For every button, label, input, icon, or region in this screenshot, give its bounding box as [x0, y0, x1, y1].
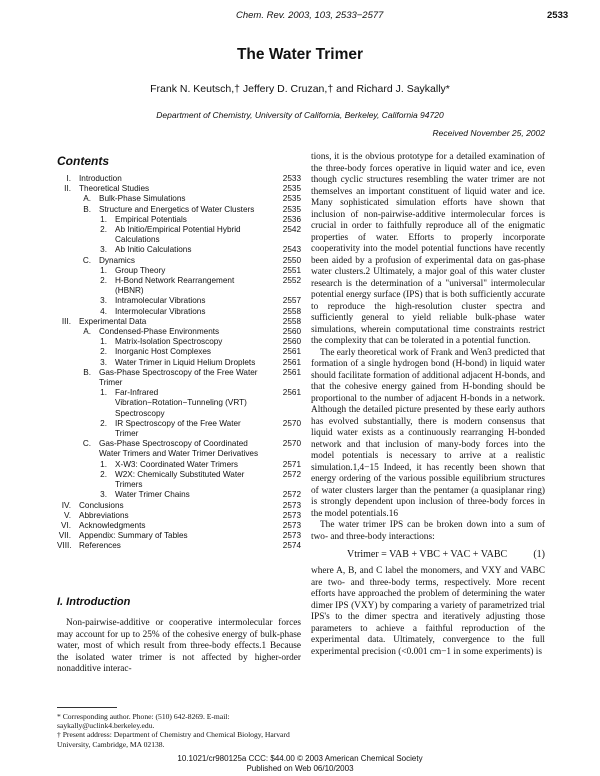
- right-column-body: [311, 152, 545, 658]
- toc-entry-number: III.: [61, 316, 71, 326]
- journal-citation: Chem. Rev. 2003, 103, 2533−2577: [236, 10, 384, 21]
- toc-entry-page: 2570: [282, 439, 301, 449]
- affiliation: Department of Chemistry, University of California, Berkeley, California 94720: [156, 110, 444, 120]
- toc-entry-title: Experimental Data: [79, 316, 147, 326]
- toc-entry: [57, 327, 301, 337]
- toc-entry-title: Gas-Phase Spectroscopy of Coordinated Water Trimers and Water Trimer Derivatives: [99, 439, 259, 459]
- toc-entry-page: 2558: [282, 316, 301, 326]
- toc-entry: [57, 347, 301, 357]
- toc-entry-number: 1.: [100, 388, 107, 398]
- toc-entry-number: 1.: [100, 265, 107, 275]
- toc-entry-number: 2.: [100, 418, 107, 428]
- toc-entry: [57, 184, 301, 194]
- toc-entry-number: 3.: [100, 245, 107, 255]
- toc-entry: [57, 337, 301, 347]
- page-number: 2533: [547, 10, 569, 21]
- toc-entry-title: Ab Initio Calculations: [115, 245, 192, 255]
- paragraph-1: tions, it is the obvious prototype for a detailed examination of the three-body forces operative in liquid water and ice, even though cyclic structures resembling the water trimer are not themselves an important constituent of liquid water and ice. Many sophisticated simulation efforts have shown that inclusion of non-pairwise-additive intermolecular forces is crucial in order to faithfully reproduce all of the enigmatic properties of water. Efforts to properly incorporate cooperativity into the model potential functions have recently been aided by a profusion of experimental data on gas-phase water clusters.2 Ultimately, a major goal of this water cluster research is the determination of a "universal" intermolecular potential energy surface (IPS) that is both sufficiently accurate to reproduce the high-resolution cluster spectra and sufficiently general to yield reliable bulk-phase water simulations, wherein computational time constraints restrict the complexity that can be tolerated in a potential function.: [311, 152, 545, 346]
- toc-entry: [57, 256, 301, 266]
- toc-entry-number: C.: [82, 255, 91, 265]
- section-heading-introduction: I. Introduction: [57, 596, 131, 608]
- equation-number: (1): [533, 549, 545, 560]
- toc-entry-page: 2572: [282, 490, 301, 500]
- toc-entry-page: 2535: [282, 184, 301, 194]
- toc-entry-page: 2573: [282, 500, 301, 510]
- received-date: Received November 25, 2002: [432, 128, 545, 138]
- publication-date: Published on Web 06/10/2003: [246, 764, 354, 773]
- toc-entry: [57, 296, 301, 306]
- toc-entry-page: 2535: [282, 204, 301, 214]
- authors: Frank N. Keutsch,† Jeffery D. Cruzan,† and Richard J. Saykally*: [150, 83, 450, 95]
- toc-entry: [57, 531, 301, 541]
- toc-entry-number: II.: [64, 184, 71, 194]
- footnote-corresponding: * Corresponding author. Phone: (510) 642-8269. E-mail: saykally@uclink4.berkeley.edu.: [57, 712, 230, 731]
- toc-entry-number: 2.: [100, 225, 107, 235]
- toc-entry-title: Bulk-Phase Simulations: [99, 194, 186, 204]
- toc-entry-page: 2535: [282, 194, 301, 204]
- toc-entry: [57, 194, 301, 204]
- toc-entry-number: 2.: [100, 347, 107, 357]
- toc-entry: [57, 205, 301, 215]
- toc-entry-number: VII.: [58, 531, 71, 541]
- toc-entry: [57, 521, 301, 531]
- toc-entry: [57, 174, 301, 184]
- toc-entry-title: Water Trimer in Liquid Helium Droplets: [115, 357, 256, 367]
- toc-entry-title: Dynamics: [99, 255, 135, 265]
- footnote-divider: [57, 707, 117, 708]
- toc-entry-number: C.: [82, 439, 91, 449]
- toc-entry-number: V.: [64, 510, 71, 520]
- toc-entry-title: References: [79, 541, 121, 551]
- toc-entry: [57, 470, 301, 490]
- toc-entry-title: Empirical Potentials: [115, 214, 187, 224]
- toc-entry-title: H-Bond Network Rearrangement (HBNR): [115, 276, 235, 296]
- toc-entry: [57, 541, 301, 551]
- toc-entry: [57, 307, 301, 317]
- toc-entry-title: Intermolecular Vibrations: [115, 306, 206, 316]
- toc-entry-title: IR Spectroscopy of the Free Water Trimer: [115, 418, 241, 439]
- toc-entry-page: 2558: [282, 306, 301, 316]
- toc-entry-title: Structure and Energetics of Water Clusters: [99, 204, 255, 214]
- toc-entry: [57, 368, 301, 388]
- toc-entry-title: Introduction: [79, 174, 122, 183]
- toc-entry-title: Far-Infrared Vibration−Rotation−Tunneling (VRT) Spectroscopy: [115, 388, 247, 418]
- toc-entry-page: 2573: [282, 510, 301, 520]
- toc-entry: [57, 388, 301, 419]
- toc-entry-page: 2573: [282, 531, 301, 541]
- toc-entry-page: 2561: [282, 367, 301, 377]
- toc-entry-page: 2573: [282, 520, 301, 530]
- toc-entry-number: B.: [83, 204, 91, 214]
- toc-entry-number: A.: [83, 327, 91, 337]
- toc-entry-page: 2571: [282, 459, 301, 469]
- toc-entry-page: 2536: [282, 214, 301, 224]
- toc-entry-page: 2561: [282, 357, 301, 367]
- toc-entry: [57, 245, 301, 255]
- toc-entry-title: Water Trimer Chains: [115, 490, 190, 500]
- toc-entry-page: 2552: [282, 276, 301, 286]
- toc-entry-title: Group Theory: [115, 265, 166, 275]
- toc-entry-title: Appendix: Summary of Tables: [79, 531, 188, 541]
- toc-entry-page: 2561: [282, 347, 301, 357]
- toc-entry: [57, 317, 301, 327]
- toc-entry-page: 2543: [282, 245, 301, 255]
- toc-entry-number: I.: [66, 174, 71, 183]
- toc-entry-page: 2561: [282, 388, 301, 398]
- toc-entry-title: Abbreviations: [79, 510, 129, 520]
- toc-entry-title: Acknowledgments: [79, 520, 146, 530]
- left-column-body: [57, 618, 301, 676]
- toc-entry-page: 2560: [282, 337, 301, 347]
- toc-entry-page: 2533: [282, 174, 301, 183]
- toc-entry-title: Theoretical Studies: [79, 184, 150, 194]
- toc-entry: [57, 419, 301, 439]
- toc-entry: [57, 490, 301, 500]
- paragraph-3: The water trimer IPS can be broken down into a sum of two- and three-body interactions:: [311, 520, 545, 542]
- toc-entry-number: VIII.: [57, 541, 72, 551]
- footnotes: [57, 712, 301, 749]
- equation-1: [311, 543, 545, 566]
- toc-entry-number: 2.: [100, 276, 107, 286]
- toc-entry-number: 3.: [100, 357, 107, 367]
- toc-entry-page: 2550: [282, 255, 301, 265]
- toc-entry-number: 3.: [100, 490, 107, 500]
- toc-entry: [57, 439, 301, 459]
- toc-entry-page: 2572: [282, 469, 301, 479]
- toc-entry-number: 1.: [100, 214, 107, 224]
- paragraph-2: The early theoretical work of Frank and Wen3 predicted that formation of a single hydrogen bond (H-bond) in liquid water should facilitate formation of additional adjacent H-bonds, and that the cohesive energy gained from H-bonding should be proportional to the number of adjacent H-bonds in a network. Although the detailed picture presented by these early authors has evolved substantially, there is modern consensus that liquid water exists as a continuously rearranging H-bonded network and that inclusion of many-body forces into the model potentials is necessary to arrive at a realistic simulation.1,4−15 Indeed, it has recently been shown that energy ordering of the various possible equilibrium structures of water clusters larger than the pentamer (a quasiplanar ring) is strongly dependent upon inclusion of three-body forces in the model potentials.16: [311, 347, 545, 519]
- toc-entry-title: Ab Initio/Empirical Potential Hybrid Calculations: [115, 225, 241, 245]
- table-of-contents: [57, 154, 301, 552]
- intro-paragraph: Non-pairwise-additive or cooperative intermolecular forces may account for up to 25% of the cohesive energy of bulk-phase water, most of which result from three-body effects.1 Because the isolated water trimer is not affected by higher-order nonadditive interac-: [57, 618, 301, 674]
- toc-entry-title: Gas-Phase Spectroscopy of the Free Water Trimer: [99, 367, 258, 388]
- toc-entry-page: 2542: [282, 225, 301, 235]
- toc-entry: [57, 276, 301, 296]
- toc-entry-title: Conclusions: [79, 500, 124, 510]
- toc-entry-page: 2570: [282, 418, 301, 428]
- toc-entry-title: X-W3: Coordinated Water Trimers: [115, 459, 238, 469]
- toc-entry: [57, 215, 301, 225]
- toc-entry-title: W2X: Chemically Substituted Water Trimers: [115, 469, 245, 490]
- toc-entry: [57, 358, 301, 368]
- footnote-present-address: † Present address: Department of Chemistry and Chemical Biology, Harvard University, Cambridge, MA 02138.: [57, 730, 290, 749]
- toc-entry-number: 2.: [100, 469, 107, 479]
- equation-body: Vtrimer = VAB + VBC + VAC + VABC: [347, 549, 508, 560]
- doi-line: 10.1021/cr980125a CCC: $44.00 © 2003 American Chemical Society: [177, 754, 423, 763]
- toc-entry: [57, 266, 301, 276]
- paragraph-4: where A, B, and C label the monomers, and VXY and VABC are two- and three-body terms, respectively. More recent efforts have approached the problem of determining the water dimer IPS (VXY) by comparing a variety of parametrized trial IPS's to the dimer spectra and iteratively adjusting those parameters to achieve a faithful reproduction of the experimental data. Ultimately, convergence to the full experimental precision (<0.001 cm−1 in some experiments) is: [311, 566, 545, 657]
- toc-entry-number: 4.: [100, 306, 107, 316]
- toc-entry: [57, 225, 301, 245]
- toc-entry-title: Matrix-Isolation Spectroscopy: [115, 337, 223, 347]
- toc-entry-number: B.: [83, 367, 91, 377]
- toc-entry-number: VI.: [60, 520, 71, 530]
- toc-entry: [57, 460, 301, 470]
- toc-entry-title: Intramolecular Vibrations: [115, 296, 206, 306]
- toc-entry-page: 2574: [282, 541, 301, 551]
- toc-entry-title: Inorganic Host Complexes: [115, 347, 212, 357]
- toc-entry-number: 1.: [100, 337, 107, 347]
- article-title: The Water Trimer: [236, 46, 364, 63]
- toc-entry-page: 2557: [282, 296, 301, 306]
- toc-entry-number: 3.: [100, 296, 107, 306]
- toc-entry-number: IV.: [61, 500, 71, 510]
- toc-entry-number: A.: [83, 194, 91, 204]
- toc-entry: [57, 511, 301, 521]
- toc-list: [57, 174, 301, 552]
- toc-entry-page: 2551: [282, 265, 301, 275]
- toc-entry-title: Condensed-Phase Environments: [99, 327, 220, 337]
- toc-entry: [57, 501, 301, 511]
- toc-entry-number: 1.: [100, 459, 107, 469]
- contents-title: Contents: [57, 154, 109, 168]
- toc-entry-page: 2560: [282, 327, 301, 337]
